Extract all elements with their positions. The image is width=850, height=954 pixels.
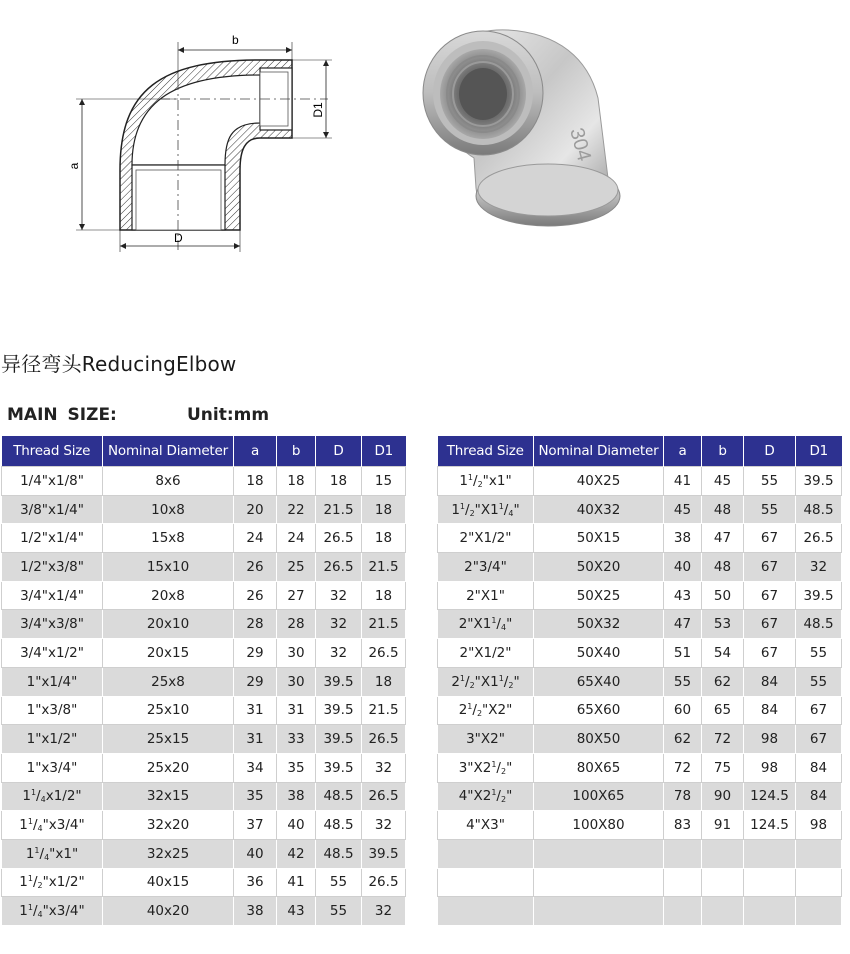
label-d: D [174, 231, 183, 245]
spec-table-left [1, 436, 406, 926]
label-b: b [232, 33, 239, 47]
cell-d [744, 839, 796, 868]
cell-thread-size: 1"x1/2" [2, 725, 103, 754]
table-row [438, 868, 842, 897]
table-row [438, 467, 842, 496]
cell-b: 48 [702, 495, 744, 524]
cell-thread-size [438, 839, 534, 868]
cell-thread-size: 2"X1" [438, 581, 534, 610]
cell-thread-size: $2"X1^1/_4$" [438, 610, 534, 639]
cell-nominal-diameter: 50X25 [534, 581, 664, 610]
cell-thread-size: $2^1/_2"X1^1/_2$" [438, 667, 534, 696]
cell-a: 31 [234, 696, 277, 725]
table-row [438, 667, 842, 696]
table-row [2, 868, 406, 897]
cell-b: 24 [277, 524, 316, 553]
cell-a [664, 897, 702, 926]
cell-b: 48 [702, 553, 744, 582]
cell-d: 55 [744, 467, 796, 496]
table-row [2, 725, 406, 754]
cell-d: 124.5 [744, 782, 796, 811]
cell-b [702, 897, 744, 926]
cell-thread-size: $3"X2^1/_2$" [438, 753, 534, 782]
cell-a: 40 [234, 839, 277, 868]
cell-a: 20 [234, 495, 277, 524]
cell-d1: 26.5 [362, 868, 406, 897]
table-row [2, 524, 406, 553]
cell-b: 72 [702, 725, 744, 754]
cell-thread-size: 1/4"x1/8" [2, 467, 103, 496]
cell-d1: 32 [362, 897, 406, 926]
cell-b: 43 [277, 897, 316, 926]
cell-b [702, 868, 744, 897]
table-row [2, 610, 406, 639]
cell-d: 21.5 [316, 495, 362, 524]
cell-d1: 32 [362, 753, 406, 782]
cell-a: 78 [664, 782, 702, 811]
cell-d: 67 [744, 610, 796, 639]
cell-thread-size: 1"x3/4" [2, 753, 103, 782]
cell-b: 54 [702, 639, 744, 668]
cell-a: 38 [234, 897, 277, 926]
cell-d: 84 [744, 696, 796, 725]
cell-d1: 18 [362, 524, 406, 553]
cell-a: 41 [664, 467, 702, 496]
cell-thread-size: $1^1/_4"x1$" [2, 839, 103, 868]
table-row [438, 811, 842, 840]
cell-d: 48.5 [316, 839, 362, 868]
cell-d1: 32 [362, 811, 406, 840]
table-row [2, 581, 406, 610]
cell-d: 32 [316, 610, 362, 639]
label-d1: D1 [311, 102, 325, 118]
cell-nominal-diameter: 32x25 [103, 839, 234, 868]
cell-d: 48.5 [316, 811, 362, 840]
cell-d1 [796, 868, 842, 897]
cell-d: 55 [316, 868, 362, 897]
header-b: b [277, 436, 316, 467]
cell-b: 18 [277, 467, 316, 496]
cell-d: 48.5 [316, 782, 362, 811]
cell-b: 25 [277, 553, 316, 582]
table-row [438, 897, 842, 926]
elbow-product-photo [398, 18, 638, 234]
table-row [438, 725, 842, 754]
table-row [438, 696, 842, 725]
cell-a [664, 868, 702, 897]
cell-a: 31 [234, 725, 277, 754]
cell-b: 38 [277, 782, 316, 811]
table-row [2, 639, 406, 668]
cell-nominal-diameter: 65X40 [534, 667, 664, 696]
table-row [2, 667, 406, 696]
cell-d1: 18 [362, 667, 406, 696]
cell-thread-size: 4"X3" [438, 811, 534, 840]
cell-thread-size: 2"X1/2" [438, 639, 534, 668]
cell-nominal-diameter: 40x15 [103, 868, 234, 897]
header-a: a [234, 436, 277, 467]
cell-nominal-diameter: 20x15 [103, 639, 234, 668]
cell-d1: 55 [796, 639, 842, 668]
cell-thread-size: 1/2"x3/8" [2, 553, 103, 582]
cell-nominal-diameter: 50X15 [534, 524, 664, 553]
cell-d1: 26.5 [796, 524, 842, 553]
cell-nominal-diameter: 20x8 [103, 581, 234, 610]
cell-nominal-diameter: 65X60 [534, 696, 664, 725]
cell-b: 31 [277, 696, 316, 725]
cell-a: 62 [664, 725, 702, 754]
table-row [2, 811, 406, 840]
cell-a: 43 [664, 581, 702, 610]
spec-table-right [437, 436, 842, 926]
cell-d: 98 [744, 725, 796, 754]
cell-b: 22 [277, 495, 316, 524]
cell-thread-size: 1"x3/8" [2, 696, 103, 725]
cell-b: 33 [277, 725, 316, 754]
cell-thread-size: $1^1/_4x1/2$" [2, 782, 103, 811]
cell-b: 90 [702, 782, 744, 811]
table-row [438, 753, 842, 782]
cell-d1: 84 [796, 753, 842, 782]
cell-d [744, 868, 796, 897]
cell-b: 42 [277, 839, 316, 868]
cell-d: 67 [744, 581, 796, 610]
cell-b: 30 [277, 639, 316, 668]
cell-a: 35 [234, 782, 277, 811]
cell-a: 51 [664, 639, 702, 668]
cell-b: 75 [702, 753, 744, 782]
cell-d1: 39.5 [796, 581, 842, 610]
cell-nominal-diameter: 100X65 [534, 782, 664, 811]
cell-d: 67 [744, 553, 796, 582]
cell-d1: 39.5 [362, 839, 406, 868]
cell-d1: 67 [796, 696, 842, 725]
cell-d1: 39.5 [796, 467, 842, 496]
cell-nominal-diameter [534, 897, 664, 926]
cell-thread-size: $1^1/_2"x1/2$" [2, 868, 103, 897]
cell-d: 39.5 [316, 725, 362, 754]
cell-nominal-diameter: 15x10 [103, 553, 234, 582]
product-title: 异径弯头ReducingElbow [1, 352, 237, 376]
cell-a: 29 [234, 639, 277, 668]
cell-nominal-diameter: 15x8 [103, 524, 234, 553]
cell-thread-size: $1^1/_2"X1^1/_4$" [438, 495, 534, 524]
cell-d1 [796, 897, 842, 926]
cell-a [664, 839, 702, 868]
cell-thread-size: 2"3/4" [438, 553, 534, 582]
table-row [438, 610, 842, 639]
header-thread-size: Thread Size [2, 436, 103, 467]
cell-nominal-diameter [534, 868, 664, 897]
cell-d: 67 [744, 639, 796, 668]
table-row [2, 495, 406, 524]
cell-d: 84 [744, 667, 796, 696]
material-stamp: 304 [565, 125, 596, 164]
cell-a: 34 [234, 753, 277, 782]
cell-b: 35 [277, 753, 316, 782]
cell-thread-size: 3/4"x3/8" [2, 610, 103, 639]
cell-b: 30 [277, 667, 316, 696]
cell-nominal-diameter: 80X50 [534, 725, 664, 754]
cell-nominal-diameter: 40X25 [534, 467, 664, 496]
cell-nominal-diameter: 40X32 [534, 495, 664, 524]
cell-b: 47 [702, 524, 744, 553]
cell-nominal-diameter: 10x8 [103, 495, 234, 524]
cell-d: 32 [316, 639, 362, 668]
cell-thread-size: $2^1/_2"X2$" [438, 696, 534, 725]
cell-b: 45 [702, 467, 744, 496]
cell-a: 72 [664, 753, 702, 782]
unit-label: Unit:mm [187, 405, 270, 425]
cell-d1: 55 [796, 667, 842, 696]
cell-thread-size: $1^1/_4"x3/4$" [2, 897, 103, 926]
header-thread-size: Thread Size [438, 436, 534, 467]
elbow-technical-drawing [60, 20, 350, 260]
header-nominal-diameter: Nominal Diameter [534, 436, 664, 467]
table-row [2, 839, 406, 868]
cell-nominal-diameter: 50X32 [534, 610, 664, 639]
cell-d: 124.5 [744, 811, 796, 840]
cell-a: 18 [234, 467, 277, 496]
cell-nominal-diameter: 50X20 [534, 553, 664, 582]
cell-d1: 26.5 [362, 725, 406, 754]
cell-d: 39.5 [316, 696, 362, 725]
header-d1: D1 [796, 436, 842, 467]
cell-b: 53 [702, 610, 744, 639]
cell-d1: 21.5 [362, 696, 406, 725]
cell-thread-size: $1^1/_2"x1$" [438, 467, 534, 496]
cell-nominal-diameter: 40x20 [103, 897, 234, 926]
cell-nominal-diameter: 25x20 [103, 753, 234, 782]
table-row [438, 553, 842, 582]
cell-b: 27 [277, 581, 316, 610]
cell-d1: 18 [362, 581, 406, 610]
cell-a: 83 [664, 811, 702, 840]
cell-a: 26 [234, 581, 277, 610]
cell-a: 60 [664, 696, 702, 725]
cell-a: 29 [234, 667, 277, 696]
cell-d: 55 [316, 897, 362, 926]
cell-d1: 32 [796, 553, 842, 582]
table-row [2, 553, 406, 582]
cell-d1: 26.5 [362, 782, 406, 811]
cell-b: 65 [702, 696, 744, 725]
cell-a: 26 [234, 553, 277, 582]
cell-nominal-diameter: 32x15 [103, 782, 234, 811]
cell-thread-size: 3/4"x1/4" [2, 581, 103, 610]
cell-nominal-diameter: 32x20 [103, 811, 234, 840]
cell-nominal-diameter [534, 839, 664, 868]
cell-d: 39.5 [316, 667, 362, 696]
header-b: b [702, 436, 744, 467]
header-d1: D1 [362, 436, 406, 467]
cell-nominal-diameter: 25x10 [103, 696, 234, 725]
cell-d: 18 [316, 467, 362, 496]
cell-nominal-diameter: 100X80 [534, 811, 664, 840]
cell-d1: 18 [362, 495, 406, 524]
table-row [438, 839, 842, 868]
cell-a: 47 [664, 610, 702, 639]
cell-b: 62 [702, 667, 744, 696]
table-row [438, 639, 842, 668]
cell-d: 98 [744, 753, 796, 782]
cell-d [744, 897, 796, 926]
table-row [2, 753, 406, 782]
cell-d1 [796, 839, 842, 868]
cell-d1: 15 [362, 467, 406, 496]
table-row [438, 495, 842, 524]
cell-b: 41 [277, 868, 316, 897]
table-row [2, 782, 406, 811]
table-row [438, 782, 842, 811]
cell-a: 36 [234, 868, 277, 897]
header-d: D [316, 436, 362, 467]
cell-d: 55 [744, 495, 796, 524]
cell-a: 28 [234, 610, 277, 639]
table-row [438, 581, 842, 610]
cell-a: 38 [664, 524, 702, 553]
cell-a: 37 [234, 811, 277, 840]
header-d: D [744, 436, 796, 467]
table-header-row [438, 436, 842, 467]
cell-thread-size [438, 868, 534, 897]
cell-nominal-diameter: 25x8 [103, 667, 234, 696]
header-nominal-diameter: Nominal Diameter [103, 436, 234, 467]
cell-thread-size: 1/2"x1/4" [2, 524, 103, 553]
cell-d: 26.5 [316, 553, 362, 582]
cell-d1: 21.5 [362, 553, 406, 582]
main-size-label: MAIN SIZE: [7, 405, 117, 425]
table-header-row [2, 436, 406, 467]
cell-thread-size: 3"X2" [438, 725, 534, 754]
header-a: a [664, 436, 702, 467]
cell-d: 26.5 [316, 524, 362, 553]
table-row [2, 897, 406, 926]
cell-d1: 26.5 [362, 639, 406, 668]
cell-d: 39.5 [316, 753, 362, 782]
cell-b: 28 [277, 610, 316, 639]
table-row [2, 696, 406, 725]
cell-a: 55 [664, 667, 702, 696]
cell-a: 24 [234, 524, 277, 553]
cell-thread-size: $1^1/_4"x3/4$" [2, 811, 103, 840]
cell-thread-size [438, 897, 534, 926]
cell-thread-size: 1"x1/4" [2, 667, 103, 696]
cell-d: 32 [316, 581, 362, 610]
cell-b: 91 [702, 811, 744, 840]
cell-d1: 84 [796, 782, 842, 811]
cell-d1: 48.5 [796, 610, 842, 639]
cell-nominal-diameter: 50X40 [534, 639, 664, 668]
cell-b [702, 839, 744, 868]
cell-d1: 67 [796, 725, 842, 754]
cell-b: 50 [702, 581, 744, 610]
cell-thread-size: 2"X1/2" [438, 524, 534, 553]
cell-nominal-diameter: 20x10 [103, 610, 234, 639]
cell-thread-size: 3/4"x1/2" [2, 639, 103, 668]
cell-thread-size: $4"X2^1/_2$" [438, 782, 534, 811]
cell-nominal-diameter: 25x15 [103, 725, 234, 754]
label-a: a [67, 162, 81, 170]
cell-d1: 21.5 [362, 610, 406, 639]
cell-d: 67 [744, 524, 796, 553]
cell-b: 40 [277, 811, 316, 840]
cell-d1: 48.5 [796, 495, 842, 524]
cell-nominal-diameter: 80X65 [534, 753, 664, 782]
cell-a: 40 [664, 553, 702, 582]
table-row [2, 467, 406, 496]
cell-d1: 98 [796, 811, 842, 840]
cell-nominal-diameter: 8x6 [103, 467, 234, 496]
cell-thread-size: 3/8"x1/4" [2, 495, 103, 524]
cell-a: 45 [664, 495, 702, 524]
table-row [438, 524, 842, 553]
